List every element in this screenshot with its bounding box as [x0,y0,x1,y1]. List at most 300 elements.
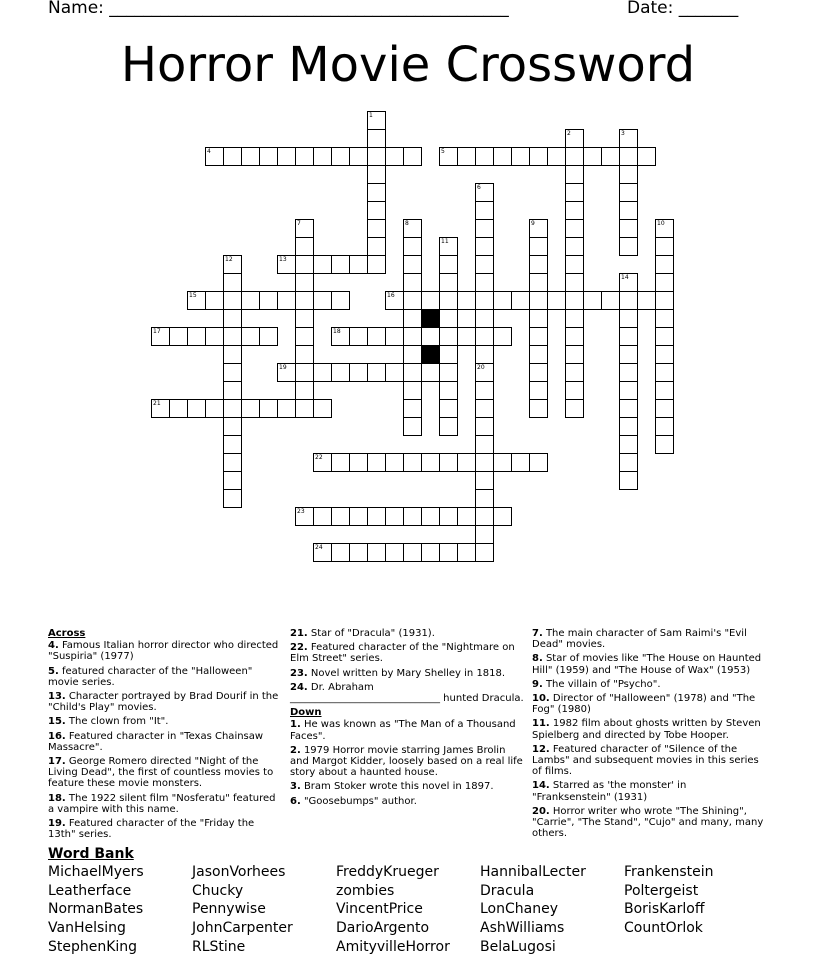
grid-cell[interactable] [439,507,458,526]
grid-cell[interactable] [385,453,404,472]
clue-number: 19 [279,364,287,371]
grid-cell[interactable] [655,219,674,238]
clue-number: 13 [279,256,287,263]
grid-cell[interactable] [313,255,332,274]
grid-cell[interactable] [439,273,458,292]
grid-cell[interactable] [403,399,422,418]
grid-cell[interactable] [277,363,296,382]
grid-cell[interactable] [439,147,458,166]
grid-cell[interactable] [439,255,458,274]
grid-cell[interactable] [475,381,494,400]
grid-cell[interactable] [223,345,242,364]
grid-cell[interactable] [187,327,206,346]
clues-column-2 [290,628,526,810]
grid-cell[interactable] [475,237,494,256]
grid-cell[interactable] [529,273,548,292]
grid-cell[interactable] [385,291,404,310]
grid-cell[interactable] [403,219,422,238]
grid-cell[interactable] [619,399,638,418]
grid-cell[interactable] [619,129,638,148]
word-bank-item: BelaLugosi [480,938,556,955]
clue-across-15: 15. The clown from "It". [48,716,169,728]
grid-cell[interactable] [619,381,638,400]
word-bank-item: DarioArgento [336,920,430,937]
grid-cell[interactable] [565,327,584,346]
grid-cell[interactable] [529,363,548,382]
grid-cell[interactable] [493,453,512,472]
grid-cell[interactable] [529,219,548,238]
clue-down-6: 6. "Goosebumps" author. [290,795,417,807]
grid-cell[interactable] [529,255,548,274]
grid-cell[interactable] [439,363,458,382]
grid-cell[interactable] [313,543,332,562]
grid-cell[interactable] [529,327,548,346]
clue-number: 4 [207,148,211,155]
grid-cell[interactable] [421,291,440,310]
grid-cell[interactable] [619,435,638,454]
grid-cell[interactable] [349,507,368,526]
grid-cell[interactable] [223,327,242,346]
grid-cell[interactable] [295,255,314,274]
word-bank-item: AshWilliams [480,920,565,937]
clue-down-14: 14. Starred as 'the monster' in "Franksenstein" (1931) [532,780,687,803]
grid-cell[interactable] [655,363,674,382]
grid-cell[interactable] [655,273,674,292]
grid-cell[interactable] [295,291,314,310]
grid-cell[interactable] [565,255,584,274]
grid-cell[interactable] [223,399,242,418]
grid-cell[interactable] [511,453,530,472]
grid-cell[interactable] [655,399,674,418]
grid-cell[interactable] [619,219,638,238]
grid-cell[interactable] [511,291,530,310]
grid-cell[interactable] [619,183,638,202]
grid-cell[interactable] [223,291,242,310]
grid-cell[interactable] [619,327,638,346]
grid-cell[interactable] [475,345,494,364]
grid-cell[interactable] [637,147,656,166]
grid-cell[interactable] [205,327,224,346]
grid-cell[interactable] [295,327,314,346]
grid-cell[interactable] [475,543,494,562]
grid-cell[interactable] [475,309,494,328]
grid-cell[interactable] [475,453,494,472]
clue-number: 22 [315,454,323,461]
grid-cell[interactable] [313,453,332,472]
grid-cell[interactable] [223,471,242,490]
grid-cell[interactable] [457,147,476,166]
grid-cell[interactable] [619,345,638,364]
grid-cell[interactable] [529,309,548,328]
word-bank-item: Pennywise [192,901,266,918]
grid-cell[interactable] [475,255,494,274]
grid-cell[interactable] [187,291,206,310]
grid-cell[interactable] [223,273,242,292]
grid-cell[interactable] [403,453,422,472]
grid-cell[interactable] [439,345,458,364]
grid-cell[interactable] [205,291,224,310]
grid-cell[interactable] [385,147,404,166]
clue-number: 9 [531,220,535,227]
grid-cell[interactable] [619,417,638,436]
grid-cell[interactable] [493,291,512,310]
grid-cell[interactable] [367,111,386,130]
grid-cell[interactable] [475,219,494,238]
word-bank-item: Chucky [192,882,244,899]
grid-cell[interactable] [565,165,584,184]
clue-down-1: 1. He was known as "The Man of a Thousand Faces". [290,719,516,742]
grid-cell[interactable] [403,507,422,526]
grid-cell[interactable] [403,381,422,400]
grid-cell[interactable] [349,147,368,166]
grid-cell[interactable] [655,237,674,256]
grid-cell[interactable] [457,291,476,310]
grid-cell[interactable] [385,507,404,526]
grid-cell[interactable] [619,237,638,256]
word-bank-item: MichaelMyers [48,864,144,880]
grid-cell[interactable] [331,543,350,562]
grid-cell[interactable] [565,147,584,166]
grid-cell[interactable] [241,291,260,310]
grid-cell[interactable] [259,327,278,346]
clue-across-5: 5. featured character of the "Halloween" movie series. [48,665,253,688]
grid-cell[interactable] [475,399,494,418]
grid-cell[interactable] [277,255,296,274]
clue-number: 3 [621,130,625,137]
grid-cell[interactable] [313,399,332,418]
word-bank-item: FreddyKrueger [336,864,439,880]
grid-cell[interactable] [277,399,296,418]
down-heading: Down [290,707,322,719]
clues-column-1 [48,628,284,843]
word-bank-item: Dracula [480,882,535,899]
across-heading: Across [48,628,86,639]
grid-cell[interactable] [367,237,386,256]
grid-cell[interactable] [331,147,350,166]
grid-cell[interactable] [655,381,674,400]
clue-across-18: 18. The 1922 silent film "Nosferatu" featured a vampire with this name. [48,792,276,815]
grid-cell[interactable] [367,219,386,238]
grid-cell[interactable] [241,147,260,166]
grid-cell[interactable] [565,237,584,256]
grid-cell[interactable] [529,453,548,472]
grid-cell[interactable] [295,363,314,382]
grid-cell[interactable] [655,291,674,310]
clue-down-7: 7. The main character of Sam Raimi's "Evil Dead" movies. [532,628,747,651]
grid-cell[interactable] [367,201,386,220]
grid-cell[interactable] [457,453,476,472]
grid-cell[interactable] [475,417,494,436]
clue-down-3: 3. Bram Stoker wrote this novel in 1897. [290,781,494,793]
grid-cell[interactable] [565,309,584,328]
grid-cell[interactable] [439,291,458,310]
grid-cell[interactable] [313,147,332,166]
grid-cell[interactable] [223,147,242,166]
grid-cell[interactable] [331,453,350,472]
grid-cell[interactable] [439,399,458,418]
word-bank-column-5 [624,863,714,938]
clues-column-3 [532,628,768,842]
grid-cell[interactable] [277,291,296,310]
clue-across-23: 23. Novel written by Mary Shelley in 1818. [290,667,506,679]
clue-number: 18 [333,328,341,335]
grid-cell[interactable] [403,543,422,562]
grid-cell[interactable] [529,147,548,166]
grid-cell[interactable] [241,399,260,418]
clue-across-17: 17. George Romero directed "Night of the Living Dead", the first of countless movies to feature these movie monsters. [48,756,274,790]
date-field-label: Date: _______ [627,0,739,18]
grid-cell[interactable] [223,255,242,274]
grid-cell[interactable] [295,219,314,238]
word-bank-item: LonChaney [480,901,558,918]
grid-cell[interactable] [295,399,314,418]
grid-cell[interactable] [565,399,584,418]
grid-cell[interactable] [601,147,620,166]
grid-cell[interactable] [583,147,602,166]
grid-cell[interactable] [475,525,494,544]
grid-cell[interactable] [655,255,674,274]
grid-cell[interactable] [295,507,314,526]
grid-cell[interactable] [367,129,386,148]
clue-number: 6 [477,184,481,191]
grid-cell[interactable] [349,363,368,382]
grid-cell[interactable] [619,291,638,310]
grid-cell[interactable] [439,309,458,328]
grid-cell[interactable] [403,363,422,382]
grid-cell[interactable] [151,399,170,418]
grid-cell[interactable] [439,237,458,256]
clue-number: 16 [387,292,395,299]
grid-cell[interactable] [529,237,548,256]
grid-cell[interactable] [475,507,494,526]
grid-cell[interactable] [331,507,350,526]
grid-cell[interactable] [619,309,638,328]
grid-cell[interactable] [385,327,404,346]
word-bank-item: StephenKing [48,938,138,955]
grid-cell[interactable] [457,327,476,346]
clue-across-24: 24. Dr. Abraham ______________________________ hunted Dracula. [290,681,524,705]
grid-cell[interactable] [565,183,584,202]
grid-cell[interactable] [367,453,386,472]
word-bank-item: Poltergeist [624,882,699,899]
grid-cell[interactable] [349,327,368,346]
grid-cell[interactable] [529,399,548,418]
grid-cell[interactable] [655,417,674,436]
name-field-label: Name: _______________________________________________ [48,0,509,18]
grid-cell[interactable] [565,363,584,382]
clue-number: 14 [621,274,629,281]
grid-cell[interactable] [619,471,638,490]
word-bank-item: Leatherface [48,882,132,899]
grid-cell[interactable] [367,507,386,526]
grid-cell[interactable] [223,435,242,454]
grid-cell[interactable] [331,363,350,382]
grid-cell[interactable] [223,363,242,382]
grid-cell[interactable] [331,327,350,346]
clue-across-4: 4. Famous Italian horror director who directed "Suspiria" (1977) [48,640,279,663]
clue-down-10: 10. Director of "Halloween" (1978) and "The Fog" (1980) [532,693,756,716]
clue-down-2: 2. 1979 Horror movie starring James Brolin and Margot Kidder, loosely based on a real life story about a haunted house. [290,744,523,779]
grid-cell[interactable] [151,327,170,346]
grid-cell[interactable] [547,147,566,166]
grid-cell[interactable] [457,507,476,526]
grid-cell[interactable] [259,399,278,418]
grid-cell[interactable] [421,327,440,346]
clue-number: 11 [441,238,449,245]
grid-cell[interactable] [403,345,422,364]
grid-cell[interactable] [601,291,620,310]
grid-cell[interactable] [475,147,494,166]
grid-cell[interactable] [619,165,638,184]
grid-cell[interactable] [475,201,494,220]
grid-cell[interactable] [259,147,278,166]
grid-cell[interactable] [259,291,278,310]
grid-cell[interactable] [493,507,512,526]
grid-cell[interactable] [655,327,674,346]
grid-cell[interactable] [475,327,494,346]
grid-cell[interactable] [619,453,638,472]
grid-cell[interactable] [493,147,512,166]
clue-across-16: 16. Featured character in "Texas Chainsaw Massacre". [48,730,264,753]
grid-cell[interactable] [295,237,314,256]
grid-cell[interactable] [385,543,404,562]
grid-cell[interactable] [457,543,476,562]
grid-cell[interactable] [439,327,458,346]
grid-cell[interactable] [547,291,566,310]
grid-cell[interactable] [529,381,548,400]
word-bank-item: Frankenstein [624,864,714,880]
grid-cell[interactable] [277,147,296,166]
grid-cell[interactable] [223,381,242,400]
grid-cell[interactable] [187,399,206,418]
grid-cell[interactable] [403,291,422,310]
clue-number: 2 [567,130,571,137]
grid-cell[interactable] [313,363,332,382]
grid-cell[interactable] [475,435,494,454]
grid-cell[interactable] [367,147,386,166]
grid-cell[interactable] [403,417,422,436]
grid-cell[interactable] [403,255,422,274]
grid-cell[interactable] [313,291,332,310]
grid-cell[interactable] [439,381,458,400]
grid-cell[interactable] [421,363,440,382]
grid-cell[interactable] [619,363,638,382]
grid-cell[interactable] [295,309,314,328]
grid-cell[interactable] [367,363,386,382]
word-bank-column-3 [336,863,450,957]
grid-cell[interactable] [295,345,314,364]
grid-cell[interactable] [637,291,656,310]
grid-cell[interactable] [349,255,368,274]
grid-cell[interactable] [367,543,386,562]
grid-cell[interactable] [439,417,458,436]
grid-cell[interactable] [493,327,512,346]
grid-cell[interactable] [385,363,404,382]
grid-cell[interactable] [439,453,458,472]
clue-number: 12 [225,256,233,263]
grid-cell[interactable] [403,237,422,256]
grid-cell[interactable] [655,309,674,328]
grid-cell[interactable] [169,399,188,418]
grid-cell[interactable] [565,219,584,238]
grid-cell[interactable] [241,327,260,346]
grid-cell[interactable] [619,147,638,166]
grid-cell[interactable] [655,435,674,454]
word-bank-item: AmityvilleHorror [336,938,450,955]
grid-cell[interactable] [421,453,440,472]
grid-block [421,345,440,364]
grid-cell[interactable] [349,543,368,562]
grid-cell[interactable] [475,273,494,292]
grid-cell[interactable] [619,201,638,220]
grid-cell[interactable] [475,363,494,382]
grid-cell[interactable] [529,291,548,310]
grid-cell[interactable] [295,147,314,166]
grid-cell[interactable] [475,183,494,202]
grid-cell[interactable] [403,327,422,346]
grid-cell[interactable] [367,165,386,184]
grid-cell[interactable] [403,309,422,328]
grid-cell[interactable] [565,291,584,310]
clue-across-21: 21. Star of "Dracula" (1931). [290,628,435,639]
grid-cell[interactable] [367,255,386,274]
grid-cell[interactable] [565,381,584,400]
word-bank-column-4 [480,863,586,957]
grid-cell[interactable] [205,147,224,166]
grid-cell[interactable] [349,453,368,472]
grid-cell[interactable] [205,399,224,418]
grid-cell[interactable] [367,327,386,346]
word-bank-item: VincentPrice [336,901,423,918]
grid-cell[interactable] [223,453,242,472]
grid-cell[interactable] [565,129,584,148]
grid-cell[interactable] [475,291,494,310]
grid-cell[interactable] [313,507,332,526]
grid-cell[interactable] [223,309,242,328]
word-bank-item: zombies [336,882,395,899]
clue-down-12: 12. Featured character of "Silence of the Lambs" and subsequent movies in this series of films. [532,743,759,778]
clue-number: 15 [189,292,197,299]
grid-cell[interactable] [475,489,494,508]
grid-cell[interactable] [331,291,350,310]
word-bank-column-1 [48,863,144,957]
grid-cell[interactable] [511,147,530,166]
grid-cell[interactable] [583,291,602,310]
grid-cell[interactable] [367,183,386,202]
grid-cell[interactable] [403,273,422,292]
grid-cell[interactable] [223,417,242,436]
grid-cell[interactable] [565,201,584,220]
grid-cell[interactable] [223,489,242,508]
grid-cell[interactable] [295,273,314,292]
grid-cell[interactable] [439,543,458,562]
grid-cell[interactable] [403,147,422,166]
grid-cell[interactable] [331,255,350,274]
grid-cell[interactable] [655,345,674,364]
grid-cell[interactable] [529,345,548,364]
word-bank-item: JohnCarpenter [192,920,293,937]
word-bank-item: VanHelsing [48,920,126,937]
grid-cell[interactable] [295,381,314,400]
grid-cell[interactable] [565,345,584,364]
grid-cell[interactable] [475,471,494,490]
clue-across-13: 13. Character portrayed by Brad Dourif in the "Child's Play" movies. [48,691,279,714]
grid-cell[interactable] [421,543,440,562]
grid-cell[interactable] [565,273,584,292]
grid-cell[interactable] [169,327,188,346]
grid-cell[interactable] [421,507,440,526]
grid-cell[interactable] [619,273,638,292]
